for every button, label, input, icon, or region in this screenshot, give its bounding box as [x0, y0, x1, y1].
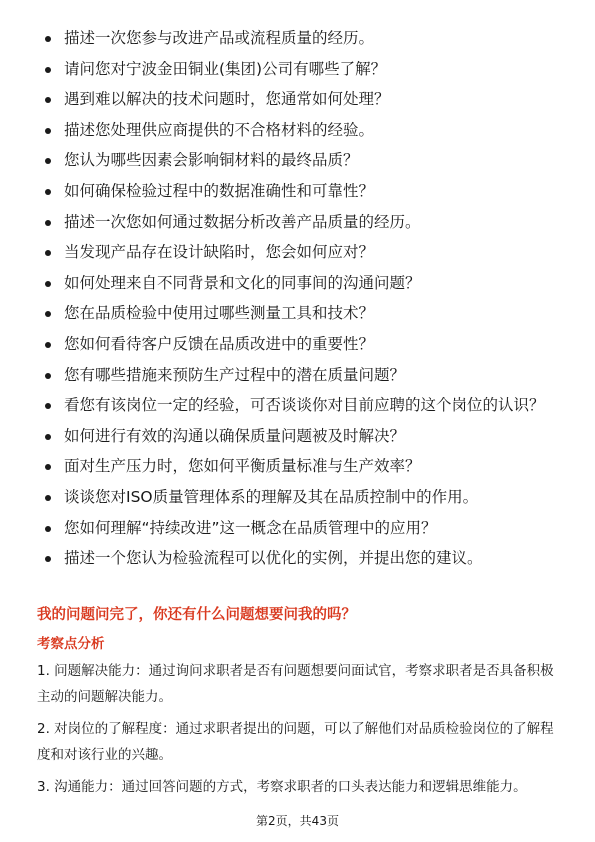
bullet-icon: [45, 311, 51, 317]
question-list: [42, 26, 562, 577]
bullet-icon: [45, 67, 51, 73]
list-item: 您有哪些措施来预防生产过程中的潜在质量问题？: [42, 363, 562, 388]
analysis-title: 考察点分析: [37, 636, 105, 652]
list-item: 描述一次您参与改进产品或流程质量的经历。: [42, 26, 562, 51]
list-item: 面对生产压力时，您如何平衡质量标准与生产效率？: [42, 454, 562, 479]
analysis-point: 1. 问题解决能力：通过询问求职者是否有问题想要问面试官，考察求职者是否具备积极主动的问题解决能力。: [37, 663, 554, 705]
analysis-points: [37, 658, 562, 806]
bullet-icon: [45, 220, 51, 226]
list-item: 请问您对宁波金田铜业(集团)公司有哪些了解？: [42, 57, 562, 82]
bullet-icon: [45, 373, 51, 379]
list-item: 如何确保检验过程中的数据准确性和可靠性？: [42, 179, 562, 204]
bullet-icon: [45, 158, 51, 164]
list-item: 遇到难以解决的技术问题时，您通常如何处理？: [42, 87, 562, 112]
bullet-icon: [45, 250, 51, 256]
closing-question: 我的问题问完了，你还有什么问题想要问我的吗？: [37, 607, 356, 623]
list-item: 看您有该岗位一定的经验，可否谈谈你对目前应聘的这个岗位的认识？: [42, 393, 562, 418]
bullet-icon: [45, 556, 51, 562]
list-item: 如何进行有效的沟通以确保质量问题被及时解决？: [42, 424, 562, 449]
bullet-icon: [45, 36, 51, 42]
analysis-point: 3. 沟通能力：通过回答问题的方式，考察求职者的口头表达能力和逻辑思维能力。: [37, 779, 527, 795]
bullet-icon: [45, 97, 51, 103]
bullet-icon: [45, 128, 51, 134]
bullet-icon: [45, 342, 51, 348]
list-item: 您认为哪些因素会影响铜材料的最终品质？: [42, 148, 562, 173]
bullet-icon: [45, 434, 51, 440]
list-item: 描述一次您如何通过数据分析改善产品质量的经历。: [42, 210, 562, 235]
list-item: 描述您处理供应商提供的不合格材料的经验。: [42, 118, 562, 143]
list-item: 您如何看待客户反馈在品质改进中的重要性？: [42, 332, 562, 357]
bullet-icon: [45, 189, 51, 195]
list-item: 您如何理解“持续改进”这一概念在品质管理中的应用？: [42, 516, 562, 541]
bullet-icon: [45, 281, 51, 287]
page-number: 第2页，共43页: [256, 814, 339, 828]
bullet-icon: [45, 526, 51, 532]
bullet-icon: [45, 403, 51, 409]
bullet-icon: [45, 495, 51, 501]
list-item: 如何处理来自不同背景和文化的同事间的沟通问题？: [42, 271, 562, 296]
list-item: 描述一个您认为检验流程可以优化的实例，并提出您的建议。: [42, 546, 562, 571]
list-item: 您在品质检验中使用过哪些测量工具和技术？: [42, 301, 562, 326]
bullet-icon: [45, 464, 51, 470]
list-item: 谈谈您对ISO质量管理体系的理解及其在品质控制中的作用。: [42, 485, 562, 510]
analysis-point: 2. 对岗位的了解程度：通过求职者提出的问题，可以了解他们对品质检验岗位的了解程度和对该行业的兴趣。: [37, 721, 554, 763]
list-item: 当发现产品存在设计缺陷时，您会如何应对？: [42, 240, 562, 265]
